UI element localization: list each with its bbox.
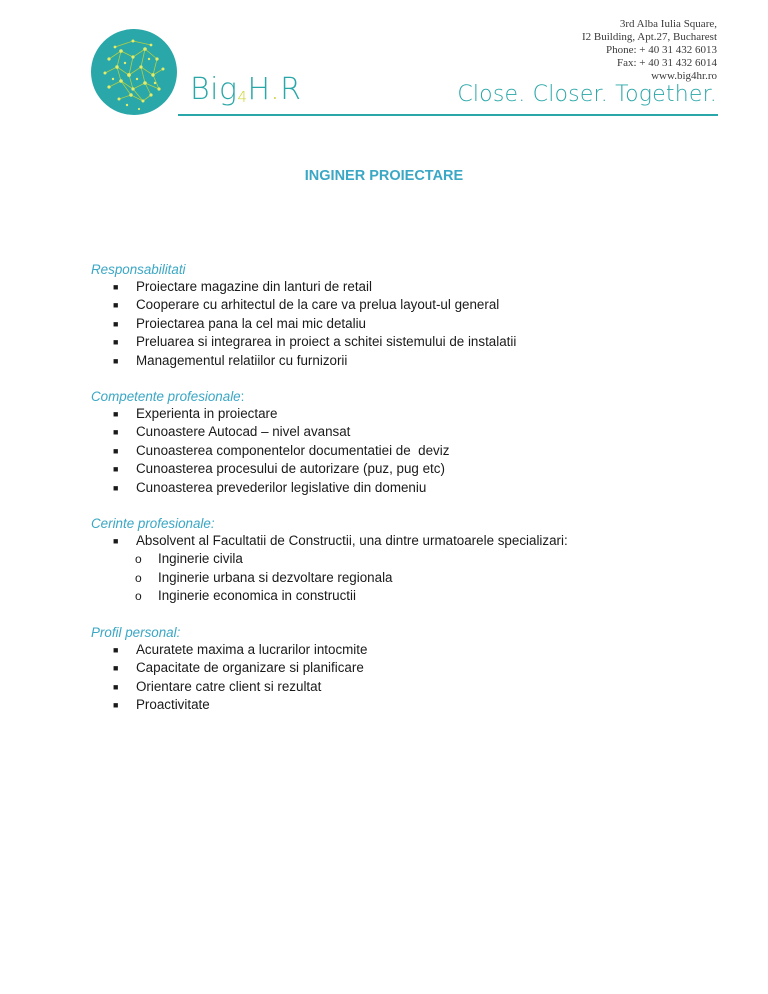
section-title-colon: : — [240, 389, 245, 405]
brand-sub: 4 — [237, 88, 248, 106]
list-item — [91, 442, 711, 460]
bullet-square-icon: ■ — [113, 464, 119, 475]
list-item-text: Cunoastere Autocad – nivel avansat — [136, 424, 351, 440]
list-item-text: Managementul relatiilor cu furnizorii — [136, 352, 348, 368]
list-item-text: Experienta in proiectare — [136, 406, 278, 422]
section-title: Profil personal: — [91, 624, 181, 640]
sub-list-item-text: Inginerie urbana si dezvoltare regionala — [158, 569, 393, 585]
list-item-text: Proiectarea pana la cel mai mic detaliu — [136, 315, 366, 331]
contact-line: I2 Building, Apt.27, Bucharest — [581, 31, 717, 43]
list-item — [91, 315, 711, 333]
sub-list-item — [91, 550, 711, 568]
list-item — [91, 423, 711, 441]
bullet-square-icon: ■ — [113, 482, 119, 493]
section-cerinte — [91, 515, 711, 606]
section-title: Responsabilitati — [91, 262, 186, 277]
section-responsabilitati — [91, 261, 711, 370]
list-item-text: Cunoasterea procesului de autorizare (puz, pug etc) — [136, 461, 445, 477]
bullet-square-icon: ■ — [113, 699, 119, 710]
list-item — [91, 641, 711, 659]
list-item-text: Cunoasterea prevederilor legislative din domeniu — [136, 479, 427, 495]
contact-website[interactable]: www.big4hr.ro — [651, 70, 717, 82]
section-title: Cerinte profesionale: — [91, 516, 215, 532]
brand-r: R — [280, 72, 302, 107]
list-item — [91, 696, 711, 714]
brand-dot: . — [270, 72, 281, 107]
bullet-square-icon: ■ — [113, 300, 119, 311]
sub-list-item — [91, 587, 711, 605]
contact-fax: Fax: + 40 31 432 6014 — [616, 57, 717, 69]
bullet-list — [91, 278, 711, 370]
brand-main: Big — [190, 72, 238, 107]
sub-list-item-text: Inginerie economica in constructii — [158, 588, 356, 604]
list-item — [91, 333, 711, 351]
bullet-circle-icon: o — [135, 570, 142, 585]
bullet-square-icon: ■ — [113, 318, 119, 329]
contact-phone: Phone: + 40 31 432 6013 — [605, 44, 717, 56]
list-item-text: Orientare catre client si rezultat — [136, 678, 322, 694]
list-item-text: Cooperare cu arhitectul de la care va prelua layout-ul general — [136, 297, 500, 313]
document-body — [91, 261, 711, 732]
list-item — [91, 296, 711, 314]
bullet-square-icon: ■ — [113, 427, 119, 438]
brand-end: H — [247, 72, 271, 107]
tagline: Close. Closer. Together. — [457, 82, 717, 107]
bullet-square-icon: ■ — [113, 536, 119, 547]
brand-logo-icon — [91, 29, 177, 115]
bullet-square-icon: ■ — [113, 282, 119, 292]
list-item — [91, 278, 711, 296]
brand-wordmark — [190, 72, 302, 107]
list-item — [91, 659, 711, 677]
section-profil — [91, 624, 711, 715]
list-item-text: Acuratete maxima a lucrarilor intocmite — [136, 641, 368, 657]
list-item — [91, 678, 711, 696]
bullet-square-icon: ■ — [113, 644, 119, 655]
bullet-square-icon: ■ — [113, 445, 119, 456]
section-title-text: Competente profesionale — [91, 389, 241, 405]
contact-block — [582, 18, 717, 83]
bullet-list — [91, 641, 711, 715]
document-title: INGINER PROIECTARE — [304, 168, 464, 184]
section-title — [91, 388, 711, 405]
bullet-list — [91, 532, 711, 550]
list-item-text: Proactivitate — [136, 696, 210, 712]
list-item — [91, 405, 711, 423]
bullet-square-icon: ■ — [113, 337, 119, 348]
list-item-text: Cunoasterea componentelor documentatiei de deviz — [136, 442, 450, 458]
list-item-text: Proiectare magazine din lanturi de retail — [136, 279, 372, 294]
sub-list — [91, 550, 711, 605]
bullet-square-icon: ■ — [113, 409, 119, 420]
bullet-circle-icon: o — [135, 589, 142, 604]
list-item — [91, 479, 711, 497]
list-item-text: Absolvent al Facultatii de Constructii, una dintre urmatoarele specializari: — [136, 533, 568, 549]
sub-list-item-text: Inginerie civila — [158, 551, 243, 567]
header-divider — [178, 114, 718, 116]
bullet-square-icon: ■ — [113, 355, 119, 366]
list-item-text: Capacitate de organizare si planificare — [136, 660, 364, 676]
bullet-list — [91, 405, 711, 497]
contact-line: 3rd Alba Iulia Square, — [619, 18, 717, 30]
list-item — [91, 352, 711, 370]
list-item — [91, 532, 711, 550]
bullet-square-icon: ■ — [113, 663, 119, 674]
bullet-square-icon: ■ — [113, 681, 119, 692]
list-item-text: Preluarea si integrarea in proiect a schitei sistemului de instalatii — [136, 334, 517, 350]
list-item — [91, 460, 711, 478]
bullet-circle-icon: o — [135, 552, 142, 567]
section-competente — [91, 388, 711, 497]
sub-list-item — [91, 569, 711, 587]
